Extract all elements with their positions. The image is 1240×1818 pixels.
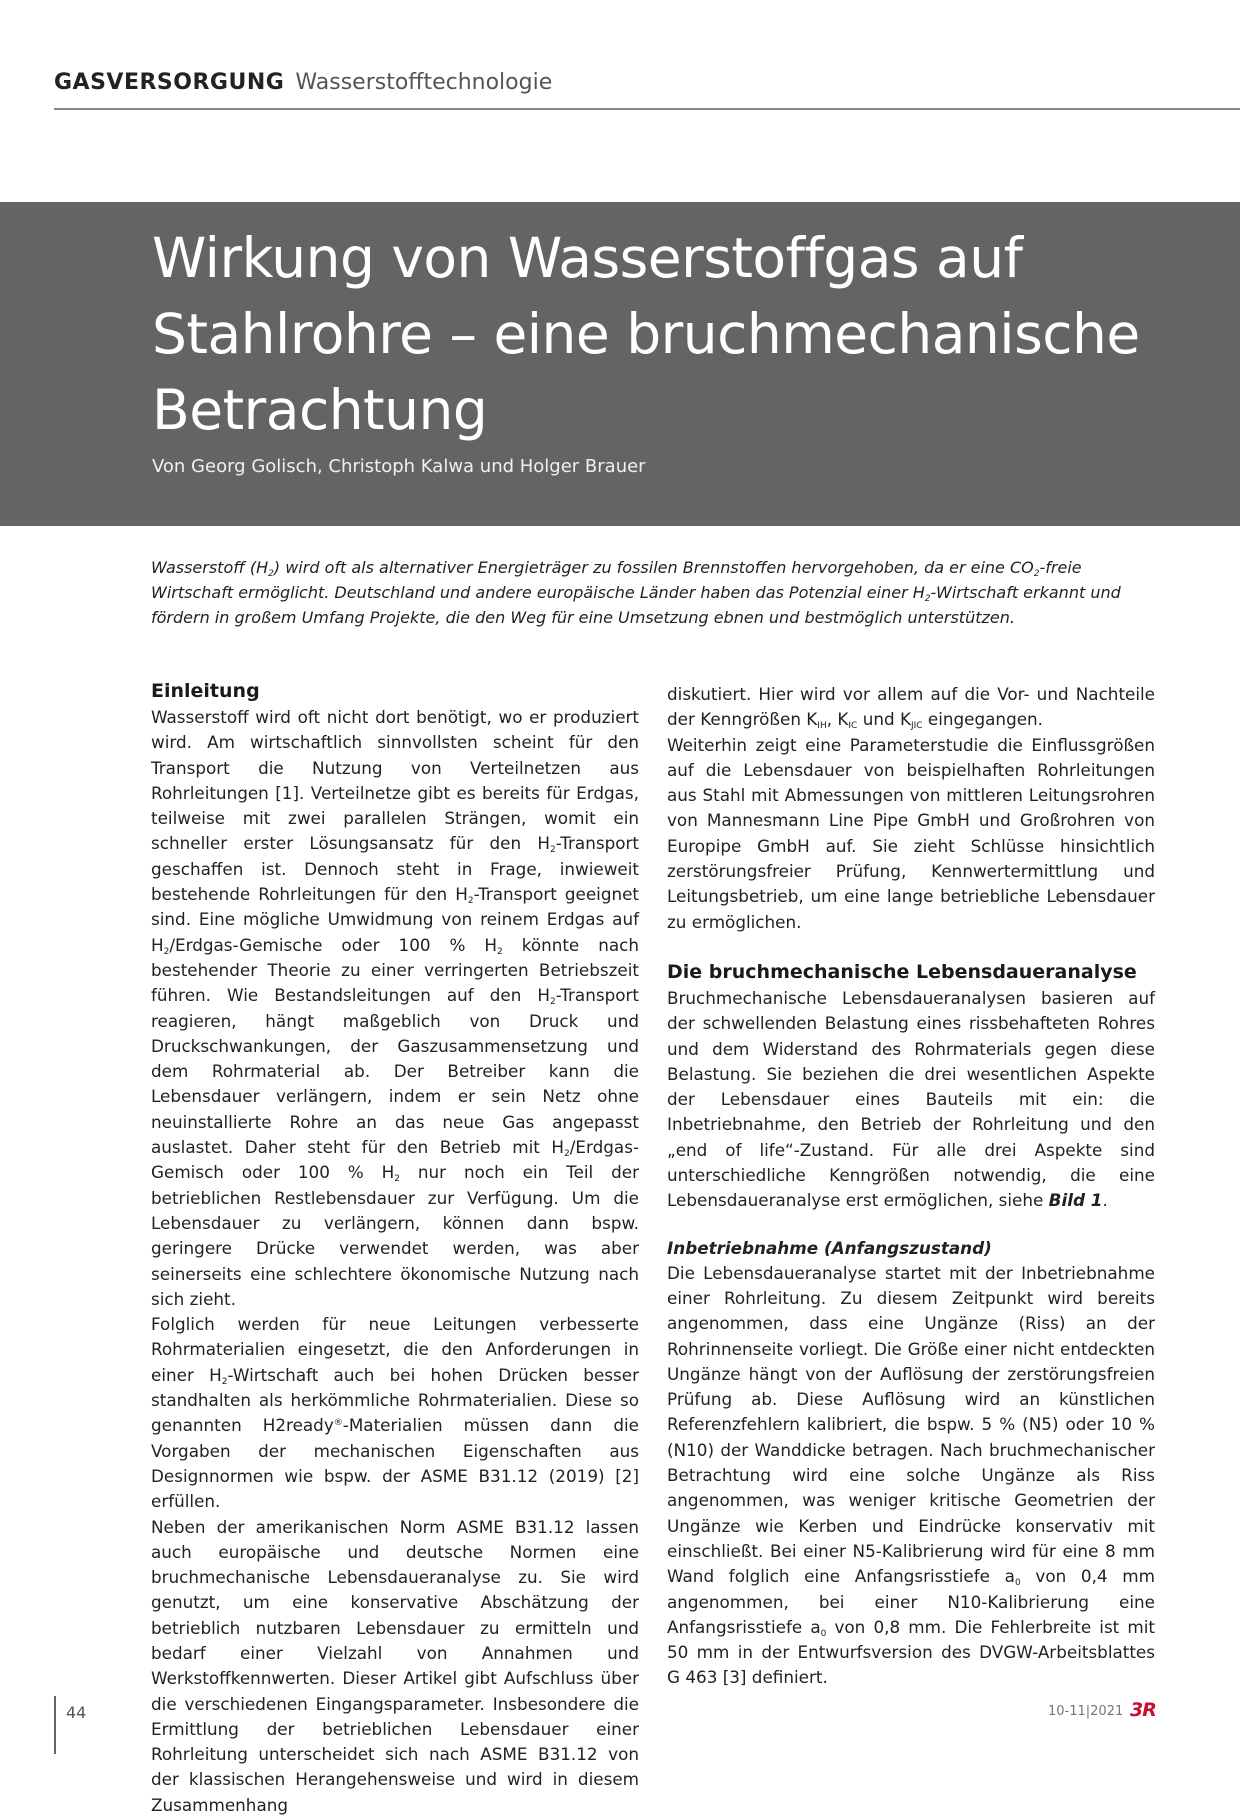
right-paragraph-4: Die Lebensdaueranalyse startet mit der Inbetriebnahme einer Rohrleitung. Zu diesem Zeitpunkt wird bereits angenommen, dass eine Ungänze (Riss) an der Rohrinnenseite vorliegt. Die Größe einer nicht entdeckten Ungänze hängt von der Auflösung der zerstörungsfreien Prüfung ab. Diese Auflösung wird an künstlichen Referenzfehlern kalibriert, die bspw. 5 % (N5) oder 10 % (N10) der Wanddicke betragen. Nach bruchmechanischer Betrachtung wird eine solche Ungänze als Riss angenommen, was weniger kritische Geometrien der Ungänze wie Kerben und Eindrücke konservativ mit einschließt. Bei einer N5-Kalibrierung wird für eine 8 mm Wand folglich eine Anfangsrisstiefe $a_0$ von 0,4 mm angenommen, bei einer N10-Kalibrierung eine Anfangsrisstiefe $a_0$ von 0,8 mm. Die Fehlerbreite ist mit 50 mm in der Entwurfsversion des DVGW-Arbeitsblattes G 463 [3] definiert. bbox=[667, 1261, 1155, 1691]
heading-lebensdaueranalyse: Die bruchmechanische Lebensdaueranalyse bbox=[667, 959, 1155, 986]
heading-einleitung: Einleitung bbox=[151, 678, 639, 705]
lead-paragraph: Wasserstoff $(H_2)$ wird oft als alternativer Energieträger zu fossilen Brennstoffen hervorgehoben, da er eine $CO_2$-freie Wirtschaft ermöglicht. Deutschland und andere europäische Länder haben das Potenzial einer $H_2$-Wirtschaft erkannt und fördern in großem Umfang Projekte, die den Weg für eine Umsetzung ebnen und bestmöglich unterstützen. bbox=[151, 555, 1155, 630]
column-left bbox=[151, 678, 639, 1818]
footer-rule bbox=[54, 1696, 56, 1754]
title-line-2: Stahlrohre – eine bruchmechanische bbox=[152, 302, 1140, 366]
running-header bbox=[54, 70, 1240, 110]
figure-reference: Bild 1 bbox=[1049, 1190, 1103, 1210]
column-right bbox=[667, 682, 1155, 1691]
intro-paragraph-1: Wasserstoff wird oft nicht dort benötigt, wo er produziert wird. Am wirtschaftlich sinnvollsten scheint für den Transport die Nutzung von Verteilnetzen aus Rohrleitungen [1]. Verteilnetze gibt es bereits für Erdgas, teilweise mit zwei parallelen Strängen, womit ein schneller erster Lösungsansatz für den $H_2$-Transport geschaffen ist. Dennoch steht in Frage, inwieweit bestehende Rohrleitungen für den $H_2$-Transport geeignet sind. Eine mögliche Umwidmung von reinem Erdgas auf $H_2/Erdgas$-Gemische oder 100 % $H_2$ könnte nach bestehender Theorie zu einer verringerten Betriebszeit führen. Wie Bestandsleitungen auf den $H_2$-Transport reagieren, hängt maßgeblich von Druck und Druckschwankungen, der Gaszusammensetzung und dem Rohrmaterial ab. Der Betreiber kann die Lebensdauer verlängern, indem er sein Netz ohne neuinstallierte Rohre an das neue Gas angepasst auslastet. Daher steht für den Betrieb mit $H_2/Erdgas$-Gemisch oder 100 % $H_2$ nur noch ein Teil der betrieblichen Restlebensdauer zur Verfügung. Um die Lebensdauer zu verlängern, können dann bspw. geringere Drücke verwendet werden, was aber seinerseits eine schlechtere ökonomische Nutzung nach sich zieht. bbox=[151, 705, 639, 1312]
publisher-logo: 3R bbox=[1130, 1699, 1156, 1721]
authors: Von Georg Golisch, Christoph Kalwa und Holger Brauer bbox=[152, 456, 646, 477]
title-line-1: Wirkung von Wasserstoffgas auf bbox=[152, 226, 1022, 290]
topic-label: Wasserstofftechnologie bbox=[295, 70, 552, 95]
article-title bbox=[152, 220, 1192, 448]
intro-paragraph-3: Neben der amerikanischen Norm ASME B31.12 lassen auch europäische und deutsche Normen eine bruchmechanische Lebensdaueranalyse zu. Sie wird genutzt, um eine konservative Abschätzung der betrieblich nutzbaren Lebensdauer zu ermitteln und bedarf einer Vielzahl von Annahmen und Werkstoffkennwerten. Dieser Artikel gibt Aufschluss über die verschiedenen Eingangsparameter. Insbesondere die Ermittlung der betrieblichen Lebensdauer einer Rohrleitung unterscheidet sich nach ASME B31.12 von der klassischen Herangehensweise und wird in diesem Zusammenhang bbox=[151, 1515, 639, 1818]
right-paragraph-1: diskutiert. Hier wird vor allem auf die Vor- und Nachteile der Kenngrößen $K_{IH}$, $K_{IC}$ und $K_{JIC}$ eingegangen. bbox=[667, 682, 1155, 733]
heading-inbetriebnahme: Inbetriebnahme (Anfangszustand) bbox=[667, 1236, 1155, 1261]
title-banner bbox=[0, 202, 1240, 526]
intro-paragraph-2: Folglich werden für neue Leitungen verbesserte Rohrmaterialien eingesetzt, die den Anforderungen in einer $H_2$-Wirtschaft auch bei hohen Drücken besser standhalten als herkömmliche Rohrmaterialien. Diese so genannten H2ready®-Materialien müssen dann die Vorgaben der mechanischen Eigenschaften aus Designnormen wie bspw. der ASME B31.12 (2019) [2] erfüllen. bbox=[151, 1312, 639, 1514]
right-paragraph-3: Bruchmechanische Lebensdaueranalysen basieren auf der schwellenden Belastung eines rissbehafteten Rohres und dem Widerstand des Rohrmaterials gegen diese Belastung. Sie beziehen die drei wesentlichen Aspekte der Lebensdauer eines Bauteils mit ein: die Inbetriebnahme, den Betrieb der Rohrleitung und den „end of life“-Zustand. Für alle drei Aspekte sind unterschiedliche Kenngrößen notwendig, die eine Lebensdaueranalyse erst ermöglichen, siehe Bild 1. bbox=[667, 986, 1155, 1214]
section-label: GASVERSORGUNG bbox=[54, 70, 284, 95]
right-paragraph-2: Weiterhin zeigt eine Parameterstudie die Einflussgrößen auf die Lebensdauer von beispielhaften Rohrleitungen aus Stahl mit Abmessungen von mittleren Leitungsrohren von Mannesmann Line Pipe GmbH und Großrohren von Europipe GmbH auf. Sie zieht Schlüsse hinsichtlich zerstörungsfreier Prüfung, Kennwertermittlung und Leitungsbetrieb, um eine lange betriebliche Lebensdauer zu ermöglichen. bbox=[667, 733, 1155, 935]
issue-label: 10-11|2021 bbox=[1048, 1704, 1123, 1719]
page-number: 44 bbox=[66, 1703, 86, 1722]
title-line-3: Betrachtung bbox=[152, 378, 487, 442]
